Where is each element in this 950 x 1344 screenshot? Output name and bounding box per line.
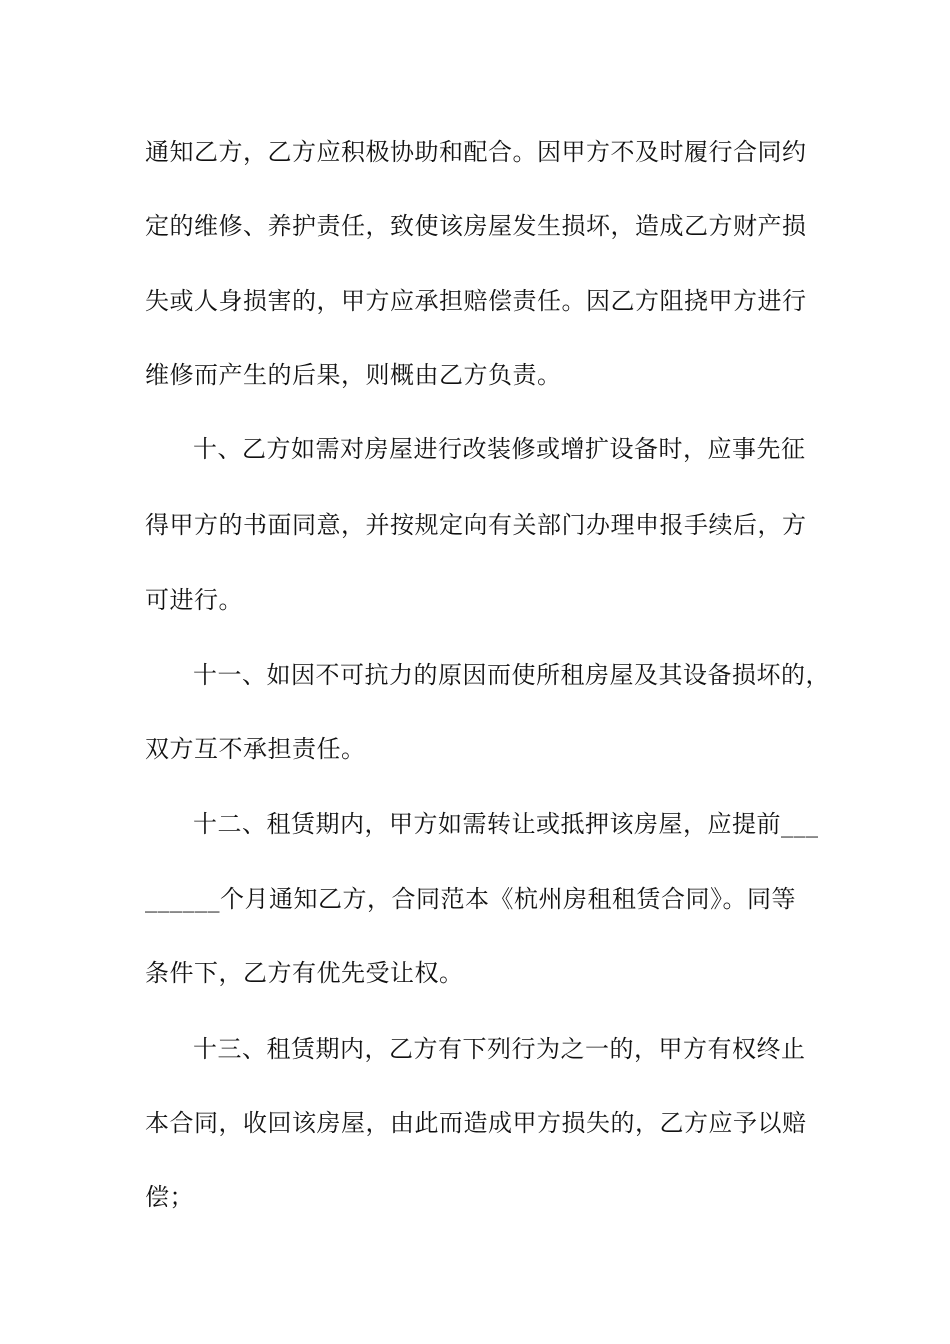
- text-line: 维修而产生的后果，则概由乙方负责。: [145, 361, 562, 389]
- text-line: 通知乙方，乙方应积极协助和配合。因甲方不及时履行合同约: [145, 138, 807, 166]
- text-line: 失或人身损害的，甲方应承担赔偿责任。因乙方阻挠甲方进行: [145, 287, 807, 315]
- clause-11-start: 十一、如因不可抗力的原因而使所租房屋及其设备损坏的，: [193, 661, 830, 689]
- text-line: 定的维修、养护责任，致使该房屋发生损坏，造成乙方财产损: [145, 212, 807, 240]
- text-line: 得甲方的书面同意，并按规定向有关部门办理申报手续后，方: [145, 511, 807, 539]
- text-line: ______个月通知乙方，合同范本《杭州房租租赁合同》。同等: [145, 885, 796, 913]
- text-line: 本合同，收回该房屋，由此而造成甲方损失的，乙方应予以赔: [145, 1109, 807, 1137]
- text-line: 偿；: [145, 1183, 194, 1211]
- clause-13-start: 十三、租赁期内，乙方有下列行为之一的，甲方有权终止: [193, 1035, 806, 1063]
- text-line: 双方互不承担责任。: [145, 735, 366, 763]
- clause-10-start: 十、乙方如需对房屋进行改装修或增扩设备时，应事先征: [193, 435, 806, 463]
- text-line: 可进行。: [145, 586, 243, 614]
- clause-12-start: 十二、租赁期内，甲方如需转让或抵押该房屋，应提前___: [193, 810, 819, 838]
- text-line: 条件下，乙方有优先受让权。: [145, 959, 464, 987]
